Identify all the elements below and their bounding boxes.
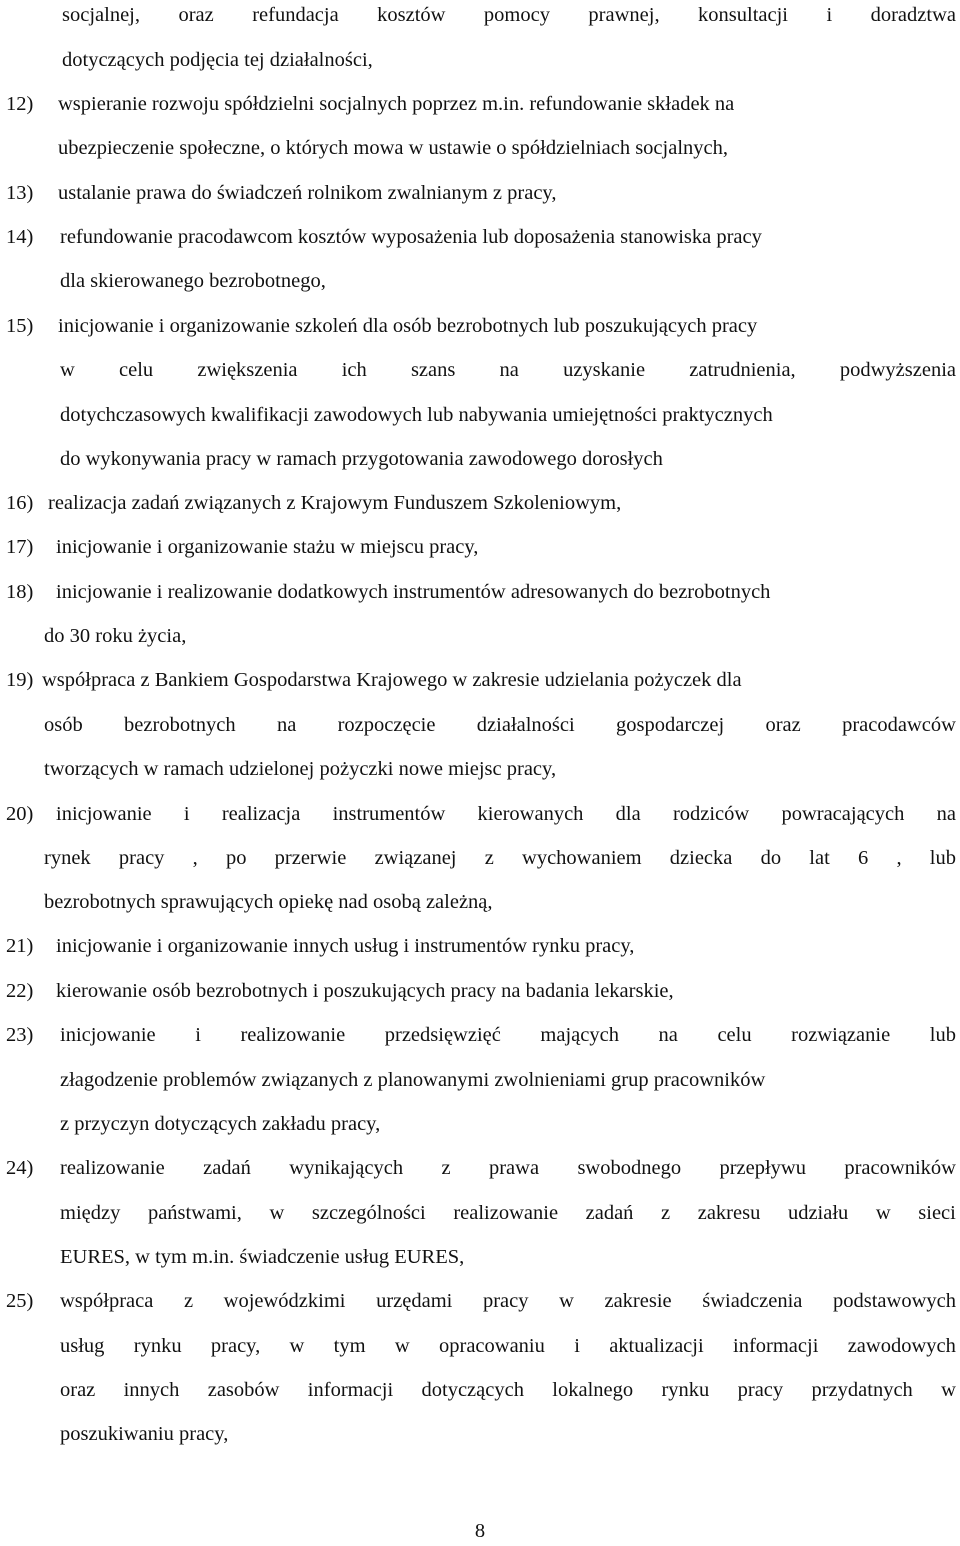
word: związanej: [374, 847, 457, 869]
word: między: [60, 1202, 121, 1224]
word: przepływu: [719, 1157, 806, 1179]
word: rynku: [661, 1379, 710, 1401]
word: ich: [341, 359, 367, 381]
word: prawa: [488, 1157, 540, 1179]
list-item-text: [44, 843, 956, 873]
word: wojewódzkimi: [223, 1290, 346, 1312]
word: i: [195, 1024, 201, 1046]
text-line: [0, 665, 960, 695]
list-item-number: 23): [6, 1024, 34, 1046]
list-item-number: 18): [6, 581, 34, 603]
word: oraz: [178, 4, 214, 26]
word: szczególności: [311, 1202, 426, 1224]
list-item-text: z przyczyn dotyczących zakładu pracy,: [60, 1113, 381, 1135]
text-line: [0, 1109, 960, 1139]
list-item-number: 24): [6, 1157, 34, 1179]
list-item-text: ustalanie prawa do świadczeń rolnikom zwalnianym z pracy,: [58, 182, 557, 204]
list-item-number: 25): [6, 1290, 34, 1312]
text-line: [0, 133, 960, 163]
word: refundacja: [252, 4, 339, 26]
text-line: [0, 931, 960, 961]
list-item-text: tworzących w ramach udzielonej pożyczki nowe miejsc pracy,: [44, 758, 557, 780]
word: w: [941, 1379, 956, 1401]
text-line: [0, 1286, 960, 1316]
word: do: [760, 847, 782, 869]
word: z: [183, 1290, 194, 1312]
page-number: 8: [474, 1520, 486, 1542]
text-line: [0, 488, 960, 518]
word: zatrudnienia,: [689, 359, 796, 381]
word: państwami,: [147, 1202, 242, 1224]
word: z: [484, 847, 494, 869]
word: gospodarczej: [616, 714, 725, 736]
list-item-text: [62, 0, 956, 30]
word: w: [559, 1290, 574, 1312]
list-item-text: dotychczasowych kwalifikacji zawodowych lub nabywania umiejętności praktycznych: [60, 404, 773, 426]
text-line: [0, 311, 960, 341]
word: rozpoczęcie: [337, 714, 436, 736]
word: pracy: [118, 847, 165, 869]
word: przedsięwzięć: [384, 1024, 501, 1046]
word: pracy: [482, 1290, 529, 1312]
word: usług: [60, 1335, 105, 1357]
word: tym: [333, 1335, 366, 1357]
list-item-text: [60, 1286, 956, 1316]
word: realizacja: [221, 803, 301, 825]
word: doradztwa: [870, 4, 956, 26]
word: zwiększenia: [197, 359, 298, 381]
text-line: [0, 400, 960, 430]
list-item-text: inicjowanie i organizowanie innych usług i instrumentów rynku pracy,: [56, 935, 635, 957]
word: i: [574, 1335, 580, 1357]
word: pomocy: [483, 4, 550, 26]
list-item-text: EURES, w tym m.in. świadczenie usług EURES,: [60, 1246, 465, 1268]
word: realizowanie: [60, 1157, 165, 1179]
word: wychowaniem: [522, 847, 642, 869]
word: pracy: [737, 1379, 784, 1401]
list-item-text: dotyczących podjęcia tej działalności,: [62, 49, 373, 71]
word: rynek: [44, 847, 91, 869]
list-item-text: [60, 355, 956, 385]
word: w: [269, 1202, 285, 1224]
word: celu: [119, 359, 154, 381]
word: zasobów: [207, 1379, 280, 1401]
text-line: [0, 444, 960, 474]
list-item-number: 15): [6, 315, 34, 337]
word: osób: [44, 714, 83, 736]
list-item-text: inicjowanie i organizowanie stażu w miejscu pracy,: [56, 536, 479, 558]
text-line: [0, 710, 960, 740]
word: z: [441, 1157, 451, 1179]
word: świadczenia: [702, 1290, 803, 1312]
list-item-text: ubezpieczenie społeczne, o których mowa w ustawie o spółdzielniach socjalnych,: [58, 137, 728, 159]
word: w: [875, 1202, 891, 1224]
word: na: [499, 359, 519, 381]
word: i: [826, 4, 833, 26]
word: podwyższenia: [839, 359, 956, 381]
text-line: [0, 89, 960, 119]
list-item-text: [44, 710, 956, 740]
word: ,: [896, 847, 902, 869]
word: szans: [410, 359, 456, 381]
list-item-text: bezrobotnych sprawujących opiekę nad osobą zależną,: [44, 891, 493, 913]
word: dziecka: [669, 847, 733, 869]
list-item-text: [60, 1153, 956, 1183]
list-item-text: poszukiwaniu pracy,: [60, 1423, 229, 1445]
list-item-number: 17): [6, 536, 34, 558]
word: prawnej,: [588, 4, 660, 26]
list-item-number: 12): [6, 93, 34, 115]
word: aktualizacji: [609, 1335, 704, 1357]
word: zadań: [203, 1157, 251, 1179]
text-line: [0, 266, 960, 296]
text-line: [0, 178, 960, 208]
list-item-text: do wykonywania pracy w ramach przygotowania zawodowego dorosłych: [60, 448, 663, 470]
word: celu: [717, 1024, 752, 1046]
word: innych: [123, 1379, 180, 1401]
word: lub: [929, 847, 956, 869]
text-line: [0, 0, 960, 30]
text-line: [0, 843, 960, 873]
list-item-text: [60, 1020, 956, 1050]
text-line: [0, 976, 960, 1006]
text-line: [0, 1065, 960, 1095]
word: lat: [809, 847, 830, 869]
text-line: [0, 887, 960, 917]
word: realizowanie: [453, 1202, 559, 1224]
word: 6: [857, 847, 869, 869]
word: rozwiązanie: [791, 1024, 891, 1046]
word: swobodnego: [577, 1157, 682, 1179]
text-line: [0, 799, 960, 829]
word: przydatnych: [811, 1379, 913, 1401]
word: lokalnego: [552, 1379, 634, 1401]
word: w: [289, 1335, 305, 1357]
list-item-number: 14): [6, 226, 34, 248]
word: po: [225, 847, 247, 869]
word: zawodowych: [847, 1335, 956, 1357]
list-item-number: 21): [6, 935, 34, 957]
word: lub: [929, 1024, 956, 1046]
list-item-text: [60, 1331, 956, 1361]
word: opracowaniu: [439, 1335, 545, 1357]
word: udziału: [787, 1202, 849, 1224]
word: dotyczących: [421, 1379, 524, 1401]
word: podstawowych: [833, 1290, 956, 1312]
list-item-text: [60, 1198, 956, 1228]
word: kierowanych: [477, 803, 584, 825]
word: w: [394, 1335, 410, 1357]
word: inicjowanie: [56, 803, 152, 825]
list-item-text: wspieranie rozwoju spółdzielni socjalnych poprzez m.in. refundowanie składek na: [58, 93, 735, 115]
text-line: [0, 532, 960, 562]
text-line: [0, 222, 960, 252]
list-item-number: 19): [6, 669, 34, 691]
word: i: [183, 803, 190, 825]
list-item-text: realizacja zadań związanych z Krajowym Funduszem Szkoleniowym,: [48, 492, 622, 514]
word: oraz: [60, 1379, 96, 1401]
word: informacji: [307, 1379, 394, 1401]
text-line: [0, 45, 960, 75]
list-item-text: [60, 1375, 956, 1405]
list-item-text: współpraca z Bankiem Gospodarstwa Krajowego w zakresie udzielania pożyczek dla: [42, 669, 742, 691]
word: urzędami: [376, 1290, 453, 1312]
text-line: [0, 1419, 960, 1449]
word: inicjowanie: [60, 1024, 156, 1046]
word: pracy,: [210, 1335, 261, 1357]
word: na: [936, 803, 956, 825]
list-item-text: inicjowanie i organizowanie szkoleń dla osób bezrobotnych lub poszukujących pracy: [58, 315, 758, 337]
text-line: [0, 355, 960, 385]
list-item-text: dla skierowanego bezrobotnego,: [60, 270, 326, 292]
word: socjalnej,: [62, 4, 140, 26]
word: sieci: [918, 1202, 956, 1224]
list-item-number: 16): [6, 492, 34, 514]
word: instrumentów: [332, 803, 446, 825]
word: przerwie: [274, 847, 347, 869]
word: powracających: [781, 803, 905, 825]
word: pracodawców: [842, 714, 956, 736]
word: współpraca: [60, 1290, 154, 1312]
text-line: [0, 577, 960, 607]
text-line: [0, 754, 960, 784]
word: działalności: [476, 714, 575, 736]
word: zakresu: [697, 1202, 761, 1224]
word: ,: [192, 847, 198, 869]
list-item-number: 22): [6, 980, 34, 1002]
word: z: [661, 1202, 671, 1224]
word: bezrobotnych: [124, 714, 236, 736]
list-item-text: kierowanie osób bezrobotnych i poszukujących pracy na badania lekarskie,: [56, 980, 674, 1002]
text-line: [0, 1242, 960, 1272]
word: mających: [540, 1024, 619, 1046]
text-line: [0, 1020, 960, 1050]
word: zakresie: [604, 1290, 672, 1312]
text-line: [0, 1331, 960, 1361]
word: informacji: [733, 1335, 819, 1357]
list-item-text: do 30 roku życia,: [44, 625, 187, 647]
word: kosztów: [377, 4, 446, 26]
word: realizowanie: [240, 1024, 346, 1046]
word: w: [60, 359, 75, 381]
word: na: [658, 1024, 678, 1046]
word: wynikających: [289, 1157, 404, 1179]
word: rodziców: [672, 803, 750, 825]
word: uzyskanie: [563, 359, 646, 381]
word: rynku: [133, 1335, 182, 1357]
text-line: [0, 1375, 960, 1405]
list-item-number: 13): [6, 182, 34, 204]
list-item-text: refundowanie pracodawcom kosztów wyposażenia lub doposażenia stanowiska pracy: [60, 226, 762, 248]
word: pracowników: [844, 1157, 956, 1179]
word: oraz: [765, 714, 801, 736]
text-line: [0, 621, 960, 651]
word: dla: [615, 803, 641, 825]
word: na: [276, 714, 297, 736]
list-item-text: inicjowanie i realizowanie dodatkowych instrumentów adresowanych do bezrobotnych: [56, 581, 771, 603]
list-item-number: 20): [6, 803, 34, 825]
list-item-text: złagodzenie problemów związanych z planowanymi zwolnieniami grup pracowników: [60, 1069, 766, 1091]
text-line: [0, 1153, 960, 1183]
word: zadań: [585, 1202, 634, 1224]
text-line: [0, 1198, 960, 1228]
word: konsultacji: [698, 4, 788, 26]
list-item-text: [56, 799, 956, 829]
